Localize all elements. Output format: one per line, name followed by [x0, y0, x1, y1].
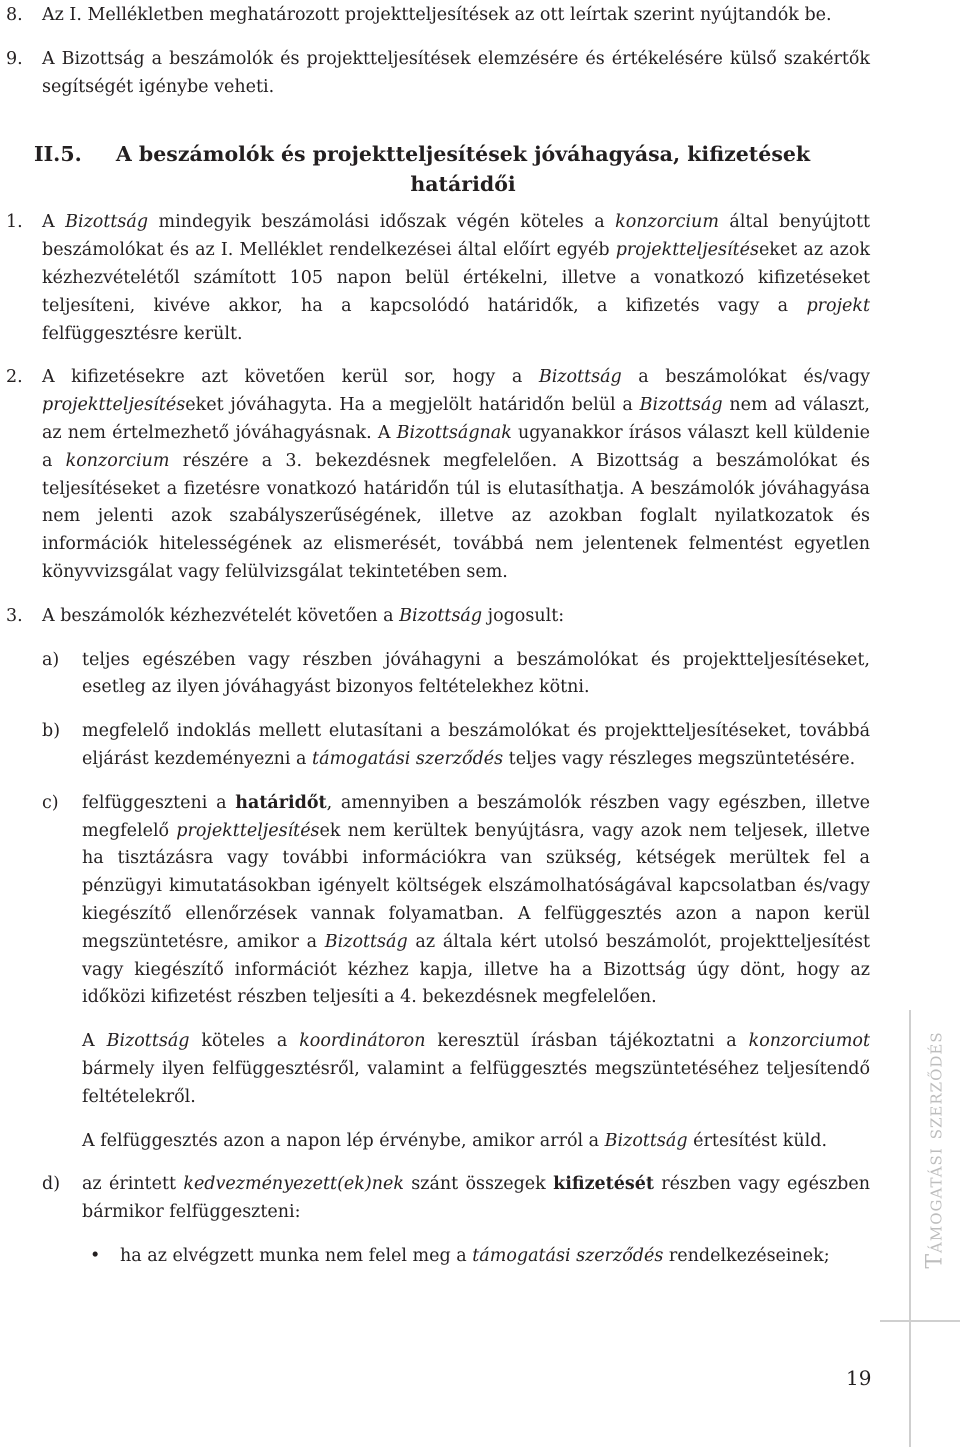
spacer	[6, 1155, 870, 1171]
subitem-c-paragraph-1: A Bizottság köteles a koordinátoron keresztül írásban tájékoztatni a konzorciumot bármely ilyen felfüggesztésről, valamint a felfüggesztés megszüntetéséhez teljesítendő feltételekről.	[82, 1031, 870, 1107]
section-title: A beszámolók és projektteljesítések jóváhagyása, kifizetések határidői	[115, 142, 811, 197]
paragraph-text: A beszámolók kézhezvételét követően a Bizottság jogosult:	[42, 605, 565, 626]
document-page: 8. Az I. Mellékletben meghatározott projektteljesítések az ott leírtak szerint nyújtandók be. 9. A Bizottság a beszámolók és projektteljesítések elemzésére és értékelésére külső szakértők segítségét igénybe veheti. II.5. A beszámolók és projektteljesítések jóváhagyása, kifizetések határidői 1. A Bizottság mindegyik beszámolási időszak végén köteles a konzorcium által benyújtott beszámolókat és az I. Melléklet rendelkezései által előírt egyéb projektteljesítéseket az azok kézhezvételétől számított 105 napon belül értékelni, illetve a vonatkozó kifizetéseket teljesíteni, kivéve akkor, ha a kapcsolódó határidők, a kifizetés vagy a projekt felfüggesztésre került. 2. A kifizetésekre azt követően kerül sor, hogy a Bizottság a beszámolókat és/vagy projektteljesítéseket jóváhagyta. Ha a megjelölt határidőn belül a Bizottság nem ad választ, az nem értelmezhető jóváhagyásnak. A Bizottságnak ugyanakkor írásos választ kell küldenie a konzorcium részére a 3. bekezdésnek megfelelően. A Bizottság a beszámolókat és teljesítéseket a fizetésre vonatkozó határidőn túl is elutasíthatja. A beszámolók jóváhagyása nem jelenti azok szabályszerűségének, illetve az azokban foglalt nyilatkozatok és információk hitelességének az elismerését, továbbá nem jelentenek felmentést egyetlen könyvvizsgálat vagy felülvizsgálat tekintetében sem. 3. A beszámolók kézhezvételét követően a Bizottság jogosult: a) teljes egészében vagy részben jóváhagyni a beszámolókat és projektteljesítéseket, esetleg az ilyen jóváhagyást bizonyos feltételekhez kötni. b) megfelelő indoklás mellett elutasítani a beszámolókat és projektteljesítéseket, továbbá eljárást kezdeményezni a támogatási szerződés teljes vagy részleges megszüntetésére. c) felfüggeszteni a határidőt, amennyiben a beszámolók részben vagy egészben, illetve megfelelő projektteljesítések nem kerültek benyújtásra, vagy azok nem teljesek, illetve ha tisztázásra vagy további információkra van szükség, kétségek merültek fel a pénzügyi kimutatásokban igényelt költségek elszámolhatóságával kapcsolatban és/vagy kiegészítő ellenőrzések vannak folyamatban. A felfüggesztés azon a napon kerül megszüntetésre, amikor a Bizottság az általa kért utolsó beszámolót, projektteljesítést vagy kiegészítő információt kézhez kapja, illetve ha a Bizottság úgy dönt, hogy az időközi kifizetést részben teljesíti a 4. bekezdésnek megfelelően. A Bizottság köteles a koordinátoron keresztül írásban tájékoztatni a konzorciumot bármely ilyen felfüggesztésről, valamint a felfüggesztés megszüntetéséhez teljesítendő feltételekről. A felfüggesztés azon a napon lép érvénybe, amikor arról a Bizottság értesítést küld. d) az érintett kedvezményezett(ek)nek szánt összegek kifizetését részben vagy egészben bármikor felfüggeszteni: • ha az elvégzett munka nem felel meg a támogatási szerződés rendelkezéseinek; Támogatási szerződés 19	[0, 0, 960, 1447]
subitem-b	[42, 718, 870, 774]
subitem-text: az érintett kedvezményezett(ek)nek szánt összegek kifizetését részben vagy egészben bármikor felfüggeszteni:	[82, 1174, 870, 1223]
margin-rule-horizontal	[880, 1320, 960, 1322]
bullet-icon: •	[90, 1245, 101, 1266]
margin-rule-vertical	[909, 1010, 911, 1447]
paragraph-text: A kifizetésekre azt követően kerül sor, hogy a Bizottság a beszámolókat és/vagy projektteljesítéseket jóváhagyta. Ha a megjelölt határidőn belül a Bizottság nem ad választ, az nem értelmezhető jóváhagyásnak. A Bizottságnak ugyanakkor írásos választ kell küldenie a konzorcium részére a 3. bekezdésnek megfelelően. A Bizottság a beszámolókat és teljesítéseket a fizetésre vonatkozó határidőn túl is elutasíthatja. A beszámolók jóváhagyása nem jelenti azok szabályszerűségének, illetve az azokban foglalt nyilatkozatok és információk hitelességének az elismerését, továbbá nem jelentenek felmentést egyetlen könyvvizsgálat vagy felülvizsgálat tekintetében sem.	[42, 367, 870, 582]
bullet-text: ha az elvégzett munka nem felel meg a támogatási szerződés rendelkezéseinek;	[120, 1245, 830, 1266]
document-body	[6, 2, 870, 1271]
subitem-text: teljes egészében vagy részben jóváhagyni a beszámolókat és projektteljesítéseket, esetleg az ilyen jóváhagyást bizonyos feltételekhez kötni.	[82, 649, 870, 698]
bullet-item	[82, 1243, 870, 1271]
spacer	[6, 774, 870, 790]
paragraph-number: 3.	[6, 605, 23, 626]
page-number: 19	[846, 1366, 872, 1390]
subitem-label: c)	[42, 792, 59, 813]
paragraph-2	[6, 364, 870, 586]
list-item-8	[6, 2, 870, 30]
list-item-9	[6, 46, 870, 102]
spacer	[6, 30, 870, 46]
section-heading	[6, 139, 870, 199]
item-number: 9.	[6, 48, 23, 69]
subitem-label: b)	[42, 721, 61, 742]
spacer	[6, 1227, 870, 1243]
paragraph-3	[6, 603, 870, 631]
spacer	[6, 631, 870, 647]
subitem-label: a)	[42, 649, 60, 670]
item-text: Az I. Mellékletben meghatározott projektteljesítések az ott leírtak szerint nyújtandók be.	[42, 5, 832, 25]
subitem-text: felfüggeszteni a határidőt, amennyiben a beszámolók részben vagy egészben, illetve megfelelő projektteljesítések nem kerültek benyújtásra, vagy azok nem teljesek, illetve ha tisztázásra vagy további információkra van szükség, kétségek merültek fel a pénzügyi kimutatásokban igényelt költségek elszámolhatóságával kapcsolatban és/vagy kiegészítő ellenőrzések vannak folyamatban. A felfüggesztés azon a napon kerül megszüntetésre, amikor a Bizottság az általa kért utolsó beszámolót, projektteljesítést vagy kiegészítő információt kézhez kapja, illetve ha a Bizottság úgy dönt, hogy az időközi kifizetést részben teljesíti a 4. bekezdésnek megfelelően.	[82, 792, 870, 1008]
subitem-label: d)	[42, 1174, 61, 1195]
paragraph-number: 1.	[6, 212, 23, 233]
spacer	[6, 587, 870, 603]
subitem-c-paragraph-2: A felfüggesztés azon a napon lép érvénybe, amikor arról a Bizottság értesítést küld.	[82, 1130, 828, 1151]
spacer	[6, 1012, 870, 1028]
item-number: 8.	[6, 5, 23, 25]
item-text: A Bizottság a beszámolók és projektteljesítések elemzésére és értékelésére külső szakértők segítségét igénybe veheti.	[42, 48, 870, 97]
spacer	[6, 702, 870, 718]
section-number: II.5.	[34, 142, 82, 167]
paragraph-number: 2.	[6, 367, 23, 388]
subitem-c	[42, 790, 870, 1012]
spacer	[6, 348, 870, 364]
paragraph-1	[6, 209, 870, 348]
paragraph-text: A Bizottság mindegyik beszámolási időszak végén köteles a konzorcium által benyújtott beszámolókat és az I. Melléklet rendelkezései által előírt egyéb projektteljesítéseket az azok kézhezvételétől számított 105 napon belül értékelni, illetve a vonatkozó kifizetéseket teljesíteni, kivéve akkor, ha a kapcsolódó határidők, a kifizetés vagy a projekt felfüggesztésre került.	[42, 212, 871, 344]
spacer	[6, 1112, 870, 1128]
subitem-d	[42, 1171, 870, 1227]
subitem-text: megfelelő indoklás mellett elutasítani a beszámolókat és projektteljesítéseket, továbbá eljárást kezdeményezni a támogatási szerződés teljes vagy részleges megszüntetésére.	[82, 721, 870, 769]
subitem-a	[42, 647, 870, 703]
